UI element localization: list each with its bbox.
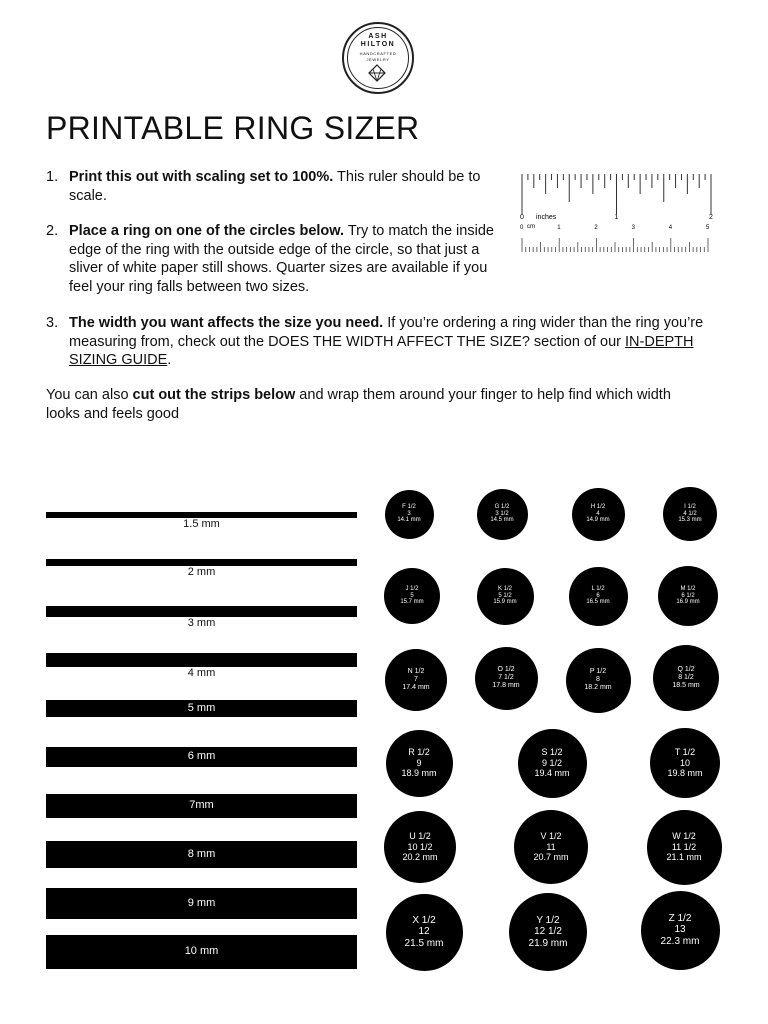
ring-uk-size: H 1/2 (590, 503, 606, 510)
ring-diameter: 18.9 mm (401, 768, 437, 779)
ring-uk-size: U 1/2 (409, 831, 431, 842)
ring-diameter: 20.2 mm (402, 852, 438, 863)
ring-diameter: 19.8 mm (667, 768, 703, 779)
ring-size-circle (641, 891, 720, 970)
ring-size-circle (518, 729, 587, 798)
ring-us-size: 7 1/2 (498, 673, 514, 681)
ring-us-size: 11 1/2 (671, 841, 697, 852)
ring-uk-size: R 1/2 (408, 747, 430, 758)
ring-diameter: 15.3 mm (678, 517, 702, 524)
width-strip-label: 9 mm (187, 896, 216, 909)
ring-uk-size: P 1/2 (589, 667, 607, 675)
width-strip (46, 653, 357, 667)
ring-diameter: 18.5 mm (672, 682, 700, 690)
ring-us-size: 5 1/2 (498, 592, 512, 599)
ring-diameter: 16.9 mm (676, 599, 700, 606)
ring-uk-size: O 1/2 (497, 665, 515, 673)
ring-us-size: 13 (674, 924, 686, 936)
ring-diameter: 15.9 mm (493, 599, 517, 606)
ruler-cm-number: 2 (594, 225, 598, 231)
ring-uk-size: L 1/2 (591, 585, 605, 592)
ring-us-size: 4 (596, 510, 600, 517)
ring-uk-size: J 1/2 (405, 585, 419, 592)
sizing-guide-link[interactable]: IN-DEPTH (625, 333, 694, 350)
ring-size-circle (650, 728, 720, 798)
logo-text-1: ASH (368, 33, 388, 40)
ruler-inch-number: 2 (709, 214, 713, 221)
ring-diameter: 14.1 mm (397, 517, 421, 524)
ring-diameter: 21.5 mm (404, 937, 444, 949)
ring-us-size: 9 1/2 (541, 757, 563, 768)
brand-logo (342, 22, 414, 94)
ring-us-size: 12 1/2 (534, 926, 562, 938)
ruler-cm-number: 5 (706, 225, 710, 231)
ring-uk-size: K 1/2 (497, 585, 512, 592)
ring-size-circle (658, 566, 718, 626)
ring-diameter: 21.9 mm (528, 937, 568, 949)
ring-uk-size: I 1/2 (684, 503, 696, 510)
logo-text-4: JEWELRY (366, 57, 390, 62)
ring-size-circle (572, 488, 625, 541)
ring-diameter: 21.1 mm (666, 852, 702, 863)
logo-text-3: HANDCRAFTED (359, 51, 397, 56)
ring-uk-size: Y 1/2 (536, 914, 560, 926)
width-strip-label: 1.5 mm (183, 518, 220, 530)
ruler-cm-number: 4 (668, 225, 673, 231)
ring-uk-size: N 1/2 (407, 667, 425, 675)
ring-uk-size: S 1/2 (541, 747, 563, 758)
ring-us-size: 3 1/2 (495, 510, 509, 517)
ruler (518, 172, 714, 256)
width-strip-label: 5 mm (187, 701, 216, 714)
ring-uk-size: G 1/2 (494, 503, 510, 510)
ring-us-size: 6 (596, 592, 600, 599)
ring-us-size: 5 (410, 592, 414, 599)
ring-us-size: 6 1/2 (681, 592, 695, 599)
ruler-inch-number: 0 (520, 214, 524, 221)
ring-diameter: 16.5 mm (586, 599, 610, 606)
ring-uk-size: X 1/2 (412, 914, 436, 926)
ring-us-size: 12 (418, 926, 430, 938)
ring-uk-size: W 1/2 (672, 831, 696, 842)
ruler-cm-number: 3 (631, 225, 635, 231)
width-strip (46, 606, 357, 617)
width-strip-label: 7mm (189, 799, 214, 811)
sizing-guide-link-2[interactable]: SIZING GUIDE (69, 352, 168, 368)
ring-us-size: 8 (596, 675, 600, 683)
ring-diameter: 20.7 mm (533, 852, 569, 863)
ruler-inch-label: inches (536, 214, 557, 221)
ring-size-circle (566, 648, 631, 713)
width-strip (46, 559, 357, 566)
ring-size-circle (477, 568, 534, 625)
ring-size-circle (475, 647, 538, 710)
ring-size-circle (477, 489, 528, 540)
ring-us-size: 10 1/2 (407, 841, 433, 852)
ring-diameter: 15.7 mm (400, 599, 424, 606)
width-strip-label: 4 mm (187, 667, 216, 679)
ring-us-size: 7 (414, 675, 418, 683)
ruler-inch-number: 1 (614, 214, 619, 221)
ring-size-circle (569, 567, 628, 626)
step-2-bold: Place a ring on one of the circles below. (69, 223, 345, 239)
strip-note: You can also cut out the strips below and wrap them around your finger to help find which width looks and feels good (46, 387, 671, 422)
ring-size-circle (386, 894, 463, 971)
ring-uk-size: F 1/2 (402, 503, 416, 510)
ring-us-size: 11 (546, 841, 556, 852)
ring-size-circle (509, 893, 587, 971)
width-strip-label: 2 mm (187, 566, 216, 578)
ring-size-circle (386, 730, 453, 797)
ring-diameter: 18.2 mm (584, 684, 612, 692)
width-strip-label: 10 mm (184, 945, 219, 957)
ring-size-circle (385, 649, 447, 711)
width-strip-label: 6 mm (187, 750, 216, 762)
ring-size-circle (514, 810, 588, 884)
logo-text-2: HILTON (360, 41, 396, 48)
ring-uk-size: M 1/2 (680, 585, 696, 592)
ring-size-circle (385, 490, 434, 539)
ring-us-size: 10 (679, 757, 690, 768)
ring-us-size: 8 1/2 (678, 673, 694, 681)
ring-diameter: 14.9 mm (586, 517, 610, 524)
width-strip-label: 8 mm (187, 847, 216, 860)
ring-diameter: 14.5 mm (490, 517, 514, 524)
diamond-icon (368, 64, 386, 82)
ring-diameter: 22.3 mm (660, 935, 700, 947)
ruler-cm-number: 0 (520, 225, 524, 231)
step-1-bold: Print this out with scaling set to 100%. (69, 169, 334, 185)
ring-diameter: 17.4 mm (402, 684, 430, 692)
ring-size-circle (384, 568, 440, 624)
ring-uk-size: Z 1/2 (668, 912, 692, 924)
ring-uk-size: Q 1/2 (677, 665, 695, 673)
ring-diameter: 19.4 mm (534, 768, 570, 779)
ring-us-size: 4 1/2 (683, 510, 697, 517)
ring-uk-size: V 1/2 (540, 831, 562, 842)
ruler-cm-number: 1 (557, 225, 561, 231)
ring-diameter: 17.8 mm (492, 682, 520, 690)
ring-us-size: 9 (416, 757, 422, 768)
ring-uk-size: T 1/2 (674, 747, 696, 758)
width-strip-label: 3 mm (187, 617, 216, 629)
ring-us-size: 3 (407, 510, 411, 517)
ring-size-circle (663, 487, 717, 541)
ring-size-circle (653, 645, 719, 711)
ruler-cm-label: cm (527, 224, 535, 230)
ring-size-circle (647, 810, 722, 885)
ring-size-circle (384, 811, 456, 883)
step-3-bold: The width you want affects the size you need. (69, 315, 384, 331)
page-title: PRINTABLE RING SIZER (46, 110, 420, 146)
